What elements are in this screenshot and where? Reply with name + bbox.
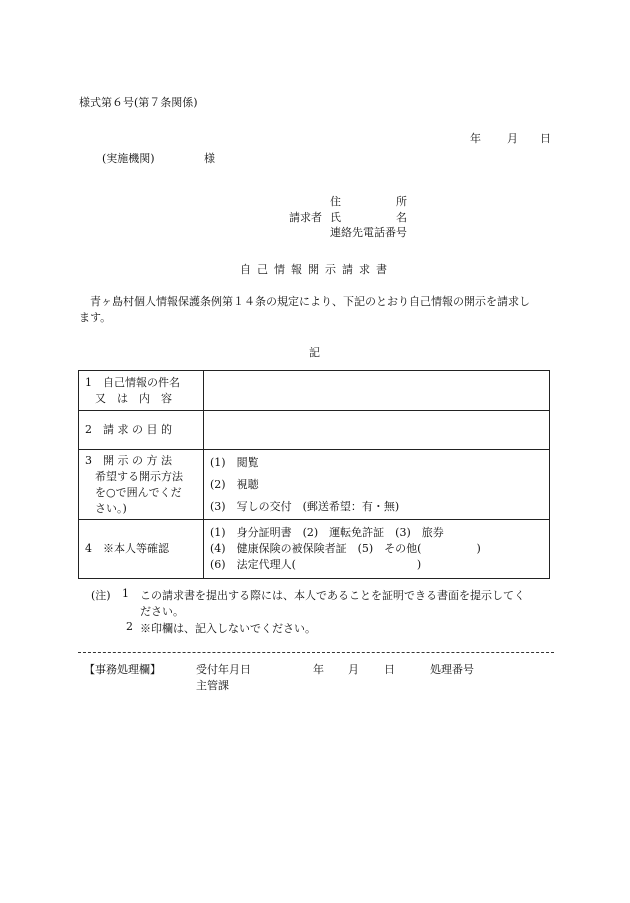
row-method xyxy=(79,450,550,520)
row-identity xyxy=(79,520,550,579)
date-month-label: 月 xyxy=(507,132,518,145)
row-method-label-4: さい。) xyxy=(95,501,127,515)
date-day-label: 日 xyxy=(540,132,551,145)
row-purpose-label: 2 請 求 の 目 的 xyxy=(79,411,204,450)
notes-prefix: (注) xyxy=(91,589,111,602)
received-day-label: 日 xyxy=(384,663,395,676)
identity-options xyxy=(204,520,550,579)
intro-line-1: 青ヶ島村個人情報保護条例第１４条の規定により、下記のとおり自己情報の開示を請求し xyxy=(90,295,530,308)
date-year-label: 年 xyxy=(470,132,481,145)
intro-line-2: ます。 xyxy=(79,311,112,324)
process-number-label: 処理番号 xyxy=(430,663,474,676)
row-method-label-1: 3 開 示 の 方 法 xyxy=(85,453,172,467)
row-identity-label: 4 ※本人等確認 xyxy=(79,520,204,579)
cut-line-divider xyxy=(78,652,554,653)
requester-phone-label: 連絡先電話番号 xyxy=(330,226,407,239)
method-option-copy[interactable]: (3) 写しの交付 (郵送希望：有・無) xyxy=(210,499,400,513)
identity-line-2[interactable]: (4) 健康保険の被保険者証 (5) その他( ) xyxy=(210,542,481,555)
row-method-label-2: 希望する開示方法 xyxy=(95,469,183,483)
identity-line-1[interactable]: (1) 身分証明書 (2) 運転免許証 (3) 旅券 xyxy=(210,526,444,539)
row-purpose xyxy=(79,411,550,450)
purpose-input-cell[interactable] xyxy=(204,411,550,450)
agency-honorific: 様 xyxy=(204,152,215,165)
row-subject-label-1: 1 自己情報の件名 xyxy=(85,375,180,389)
department-label: 主管課 xyxy=(196,679,229,692)
row-subject-label xyxy=(79,371,204,411)
method-option-listen[interactable]: (2) 視聴 xyxy=(210,477,259,491)
note-1-line-1: この請求書を提出する際には、本人であることを証明できる書面を提示してく xyxy=(140,589,525,602)
document-title: 自己情報開示請求書 xyxy=(240,263,393,276)
received-month-label: 月 xyxy=(348,663,359,676)
note-1-line-2: ださい。 xyxy=(140,605,184,618)
requester-label: 請求者 xyxy=(289,211,322,224)
method-options xyxy=(204,450,550,520)
received-date-label: 受付年月日 xyxy=(196,663,251,676)
note-2-number: 2 xyxy=(126,620,133,633)
office-section-label: 【事務処理欄】 xyxy=(84,663,161,676)
requester-name-label: 氏 名 xyxy=(330,211,407,224)
row-method-label xyxy=(79,450,204,520)
note-2-text: ※印欄は、記入しないでください。 xyxy=(140,622,316,635)
row-subject xyxy=(79,371,550,411)
request-form-table xyxy=(78,370,550,579)
agency-label: (実施機関) xyxy=(102,152,155,165)
requester-address-label: 住 所 xyxy=(330,195,407,208)
form-number: 様式第６号(第７条関係) xyxy=(79,96,198,109)
method-option-view[interactable]: (1) 閲覧 xyxy=(210,455,259,469)
subject-input-cell[interactable] xyxy=(204,371,550,411)
ki-heading: 記 xyxy=(309,346,320,359)
row-subject-label-2: 又 は 内 容 xyxy=(95,391,172,405)
received-year-label: 年 xyxy=(313,663,324,676)
note-1-number: 1 xyxy=(122,587,129,600)
identity-line-3[interactable]: (6) 法定代理人( ) xyxy=(210,558,422,571)
row-method-label-3: を○で囲んでくだ xyxy=(95,485,182,499)
